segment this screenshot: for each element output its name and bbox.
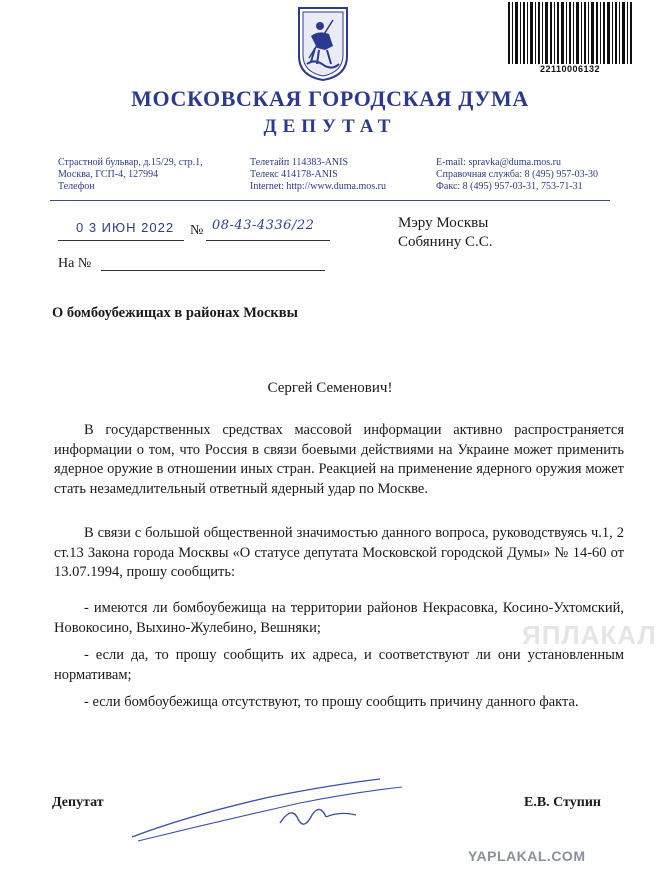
date-stamp: 0 3 ИЮН 2022	[76, 220, 175, 235]
contact-line: Телекс 414178-ANIS	[250, 169, 338, 180]
recipient-line: Собянину С.С.	[398, 234, 493, 250]
recipient-block	[398, 214, 493, 252]
letter-subject: О бомбоубежищах в районах Москвы	[52, 305, 298, 321]
watermark-text: ЯПЛАКАЛ	[522, 620, 657, 650]
barcode-number: 22110006132	[539, 64, 601, 74]
body-paragraph: В связи с большой общественной значимостью данного вопроса, руководствуясь ч.1, 2 ст.13 Закона города Москвы «О статусе депутата Московской городской Думы» № 14-60 от 13.07.1994, прошу сообщить:	[54, 525, 624, 580]
contact-line: Телетайп 114383-ANIS	[250, 157, 349, 168]
request-item: - если бомбоубежища отсутствуют, то прошу сообщить причину данного факта.	[84, 694, 579, 710]
letterhead-divider	[50, 200, 610, 201]
contact-line: Факс: 8 (495) 957-03-31, 753-71-31	[436, 181, 583, 192]
contact-line: Справочная служба: 8 (495) 957-03-30	[436, 169, 598, 180]
signatory-name: Е.В. Ступин	[524, 795, 601, 810]
handwritten-signature	[130, 775, 410, 845]
contact-line: E-mail: spravka@duma.mos.ru	[436, 157, 562, 168]
organization-subtitle: ДЕПУТАТ	[263, 116, 397, 137]
salutation: Сергей Семенович!	[267, 380, 393, 396]
request-item: - если да, то прошу сообщить их адреса, и соответствуют ли они установленным нормативам;	[54, 647, 624, 683]
body-paragraph: В государственных средствах массовой информации активно распространяется информации о том, что Россия в связи боевыми действиями на Украине может применить ядерное оружие в отношении иных стран. Реакцией на применение ядерного оружия может стать незамедлительный ответный ядерный удар по Москве.	[54, 422, 624, 497]
reference-field-line	[101, 256, 325, 271]
number-sign: №	[190, 223, 204, 238]
recipient-line: Мэру Москвы	[398, 215, 489, 231]
contact-line: Телефон	[58, 181, 95, 192]
barcode	[506, 2, 634, 64]
request-item: - имеются ли бомбоубежища на территории районов Некрасовка, Косино-Ухтомский, Новокосино, Выхино-Жулебино, Вешняки;	[54, 600, 624, 636]
contact-line: Страстной бульвар, д.15/29, стр.1,	[58, 157, 203, 168]
signature-label: Депутат	[52, 795, 104, 810]
contact-line: Москва, ГСП-4, 127994	[58, 169, 159, 180]
contact-email-block	[436, 157, 598, 193]
moscow-coat-of-arms-emblem	[297, 6, 349, 82]
contact-telecom-block	[250, 157, 386, 193]
site-watermark: YAPLAKAL.COM	[468, 848, 586, 864]
reference-label: На №	[58, 256, 92, 271]
outgoing-number: 08-43-4336/22	[212, 218, 315, 233]
contact-address-block	[58, 157, 203, 193]
contact-line: Internet: http://www.duma.mos.ru	[250, 181, 386, 192]
organization-title: МОСКОВСКАЯ ГОРОДСКАЯ ДУМА	[131, 86, 529, 111]
